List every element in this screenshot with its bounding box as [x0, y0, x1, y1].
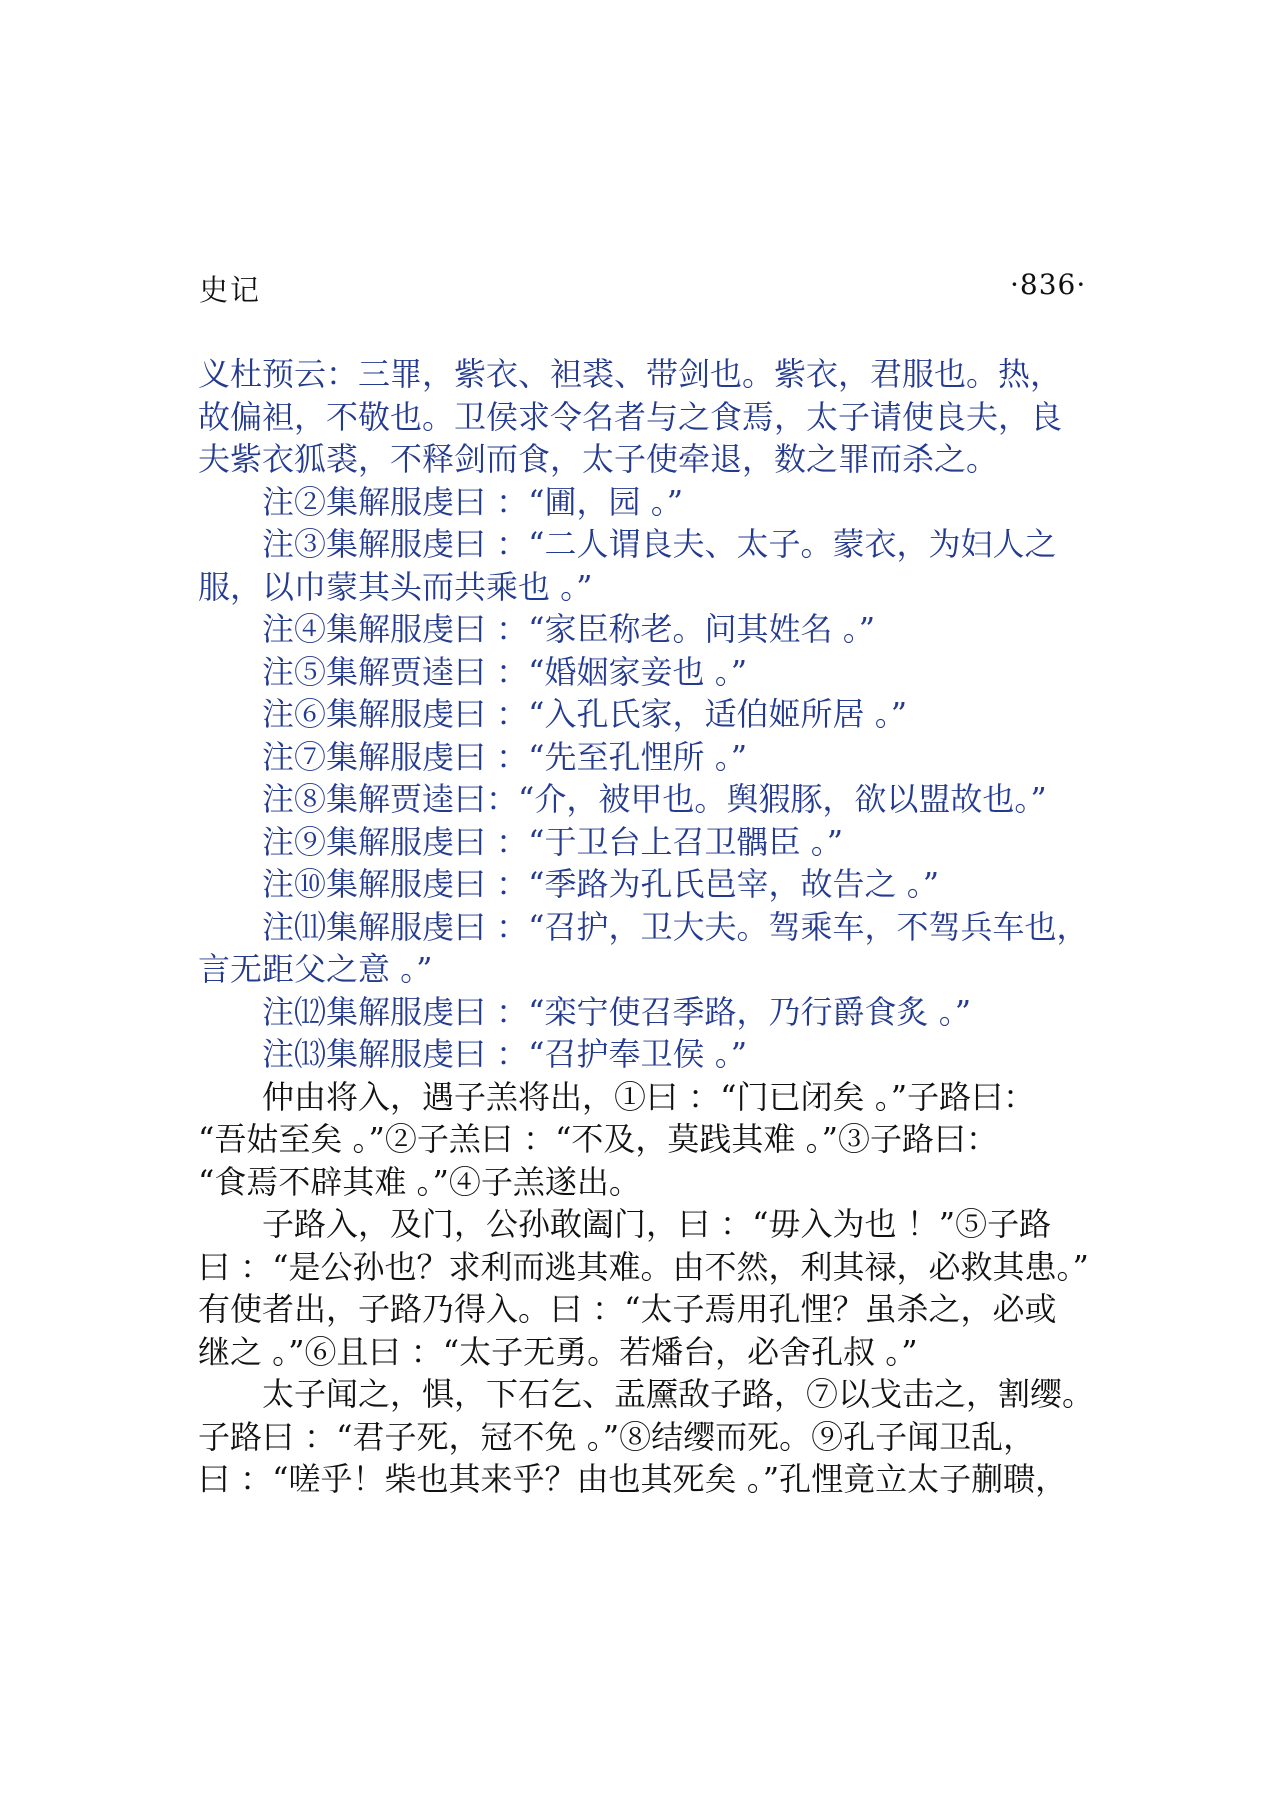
text-line: 仲由将入，遇子羔将出，①曰 ：“门已闭矣 。”子路曰：	[262, 1077, 1036, 1116]
text-line: “食焉不辟其难 。”④子羔遂出。	[198, 1162, 641, 1201]
annotation-line: 言无距父之意 。”	[198, 950, 433, 988]
annotation-line: 注⑿集解服虔曰 ：“栾宁使召季路，乃行爵食炙 。”	[262, 992, 972, 1031]
annotation-line: 夫紫衣狐裘，不释剑而食，太子使牵退，数之罪而杀之。	[198, 440, 999, 478]
text-line: “吾姑至矣 。”②子羔曰 ：“不及，莫践其难 。”③子路曰：	[198, 1120, 998, 1158]
running-header-title: 史记	[199, 273, 262, 307]
annotation-line: 注⑨集解服虔曰 ：“于卫台上召卫髃臣 。”	[262, 822, 844, 861]
text-line: 子路曰 ：“君子死，冠不免 。”⑧结缨而死。⑨孔子闻卫乱，	[198, 1417, 1036, 1456]
annotation-line: 注③集解服虔曰 ：“二人谓良夫、太子。蒙衣，为妇人之	[262, 525, 1057, 563]
annotation-line: 注⑤集解贾逵曰 ：“婚姻家妾也 。”	[262, 652, 748, 691]
annotation-line: 注⑦集解服虔曰 ：“先至孔悝所 。”	[262, 737, 748, 776]
body-text	[198, 353, 1118, 1501]
annotation-line: 注②集解服虔曰 ：“圃，园 。”	[262, 482, 684, 521]
annotation-line: 故偏袒，不敬也。卫侯求令名者与之食焉，太子请使良夫，良	[198, 397, 1063, 436]
text-line: 太子闻之，惧，下石乞、盂黡敌子路，⑦以戈击之，割缨。	[262, 1375, 1095, 1413]
annotation-line: 注⑧集解贾逵曰：“介，被甲也。舆猳豚，欲以盟故也。”	[262, 780, 1047, 818]
annotation-line: 注⑩集解服虔曰 ：“季路为孔氏邑宰，故告之 。”	[262, 865, 940, 903]
annotation-line: 注⑥集解服虔曰 ：“入孔氏家，适伯姬所居 。”	[262, 695, 908, 733]
annotation-line: 注④集解服虔曰 ：“家臣称老。问其姓名 。”	[262, 610, 876, 648]
annotation-line: 服，以巾蒙其头而共乘也 。”	[198, 567, 593, 606]
annotation-line: 义杜预云：三罪，紫衣、袒裘、带剑也。紫衣，君服也。热，	[198, 355, 1063, 393]
annotation-line: 注⒀集解服虔曰 ：“召护奉卫侯 。”	[262, 1035, 748, 1073]
text-line: 曰 ：“嗟乎！柴也其来乎？由也其死矣 。”孔悝竟立太子蒯聩，	[198, 1460, 1068, 1498]
annotation-line: 注⑾集解服虔曰 ：“召护，卫大夫。驾乘车，不驾兵车也，	[262, 907, 1089, 946]
text-line: 继之 。”⑥且曰 ：“太子无勇。若燔台，必舍孔叔 。”	[198, 1332, 918, 1371]
page-number: ·836·	[1010, 268, 1087, 301]
text-line: 子路入，及门，公孙敢阖门，曰 ：“毋入为也 ！”⑤子路	[262, 1205, 1052, 1243]
text-line: 有使者出，子路乃得入。曰 ：“太子焉用孔悝？虽杀之，必或	[198, 1290, 1057, 1328]
text-line: 曰 ：“是公孙也？求利而逃其难。由不然，利其禄，必救其患。”	[198, 1247, 1089, 1286]
